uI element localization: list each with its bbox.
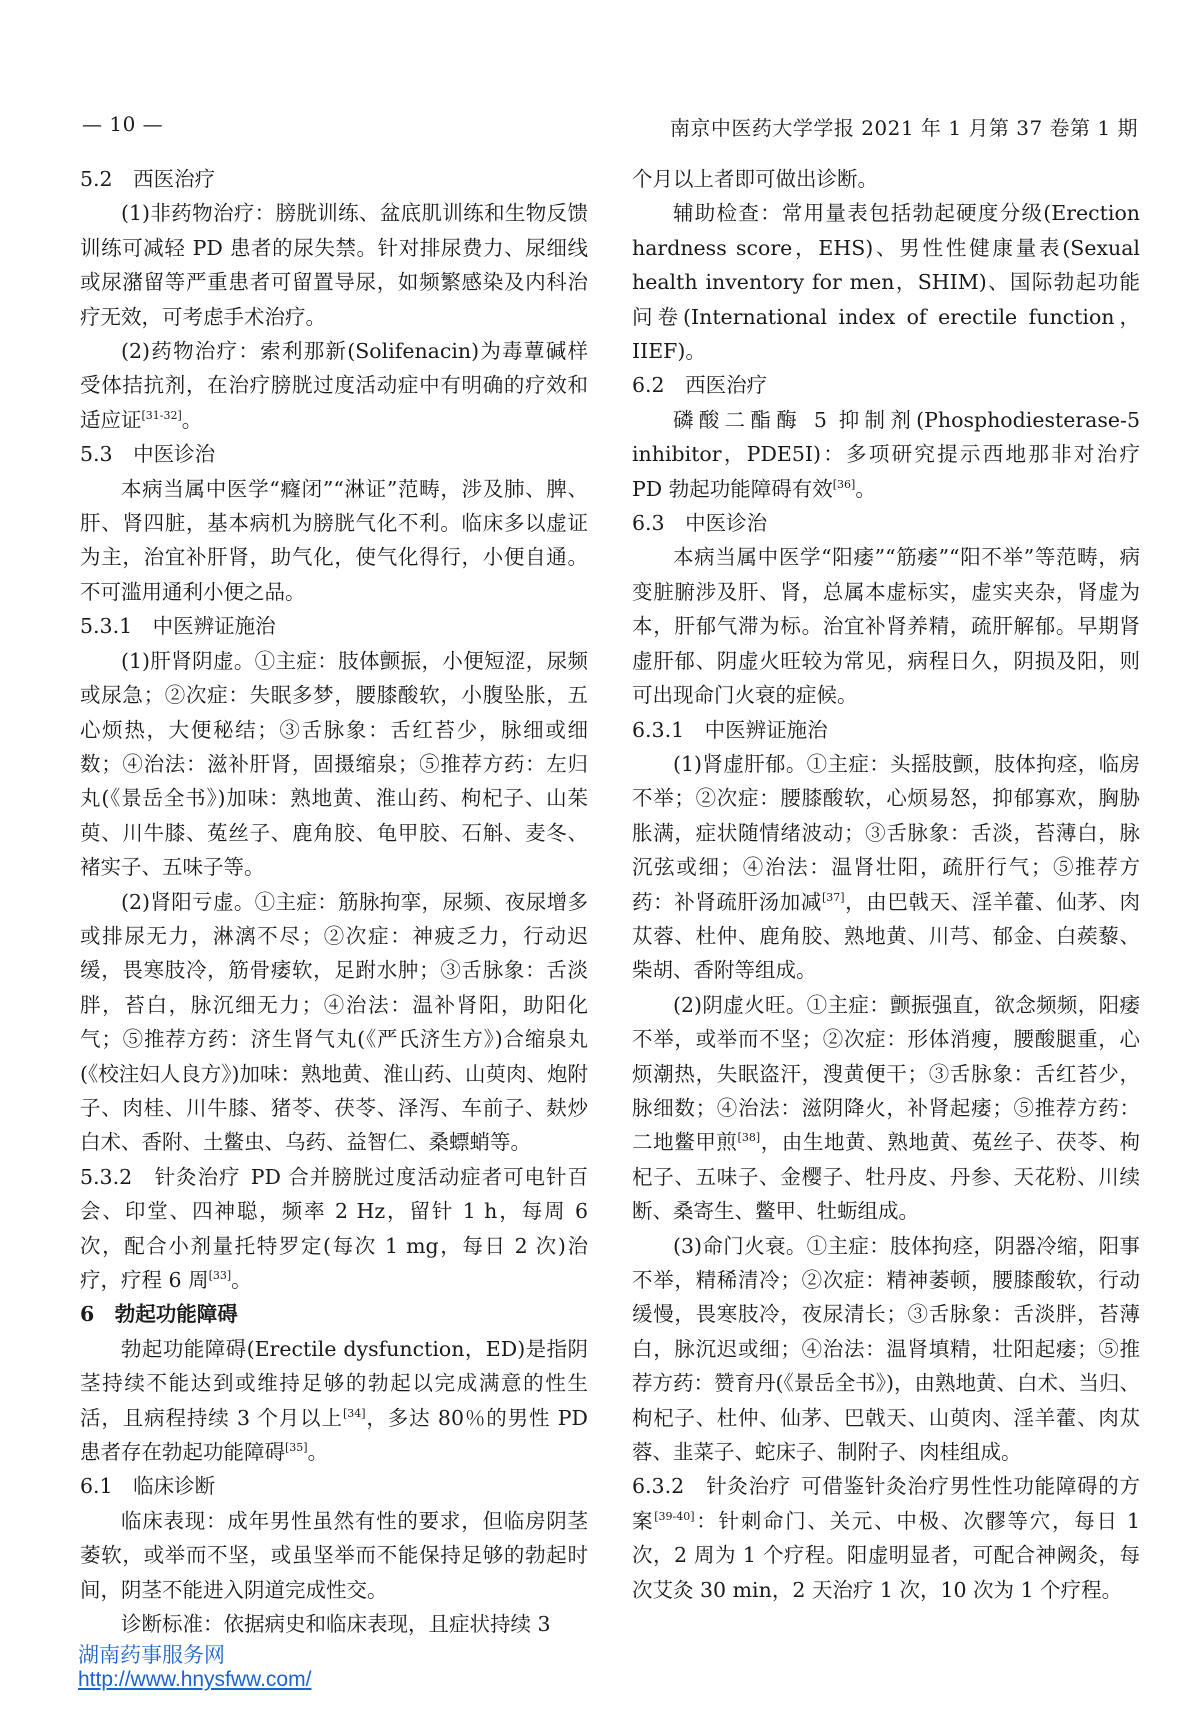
paragraph	[632, 988, 1140, 1229]
paragraph-text: (2)药物治疗：索利那新(Solifenacin)为毒蕈碱样受体拮抗剂，在治疗膀胱过度活动症中有明确的疗效和适应证	[80, 339, 588, 432]
section-heading: 个月以上者即可做出诊断。	[632, 167, 878, 191]
paragraph	[80, 196, 588, 334]
subsection-heading: 6.3.2 针灸治疗	[632, 1474, 791, 1499]
citation-ref: [39-40]	[654, 1510, 695, 1524]
journal-title: 南京中医药大学学报 2021 年 1 月第 37 卷第 1 期	[669, 116, 1138, 140]
right-column	[632, 162, 1140, 1607]
paragraph-text: 。	[181, 407, 203, 432]
paragraph-text: 磷酸二酯酶 5 抑制剂(Phosphodiesterase-5 inhibitor，PDE5I)：多项研究提示西地那非对治疗 PD 勃起功能障碍有效	[632, 407, 1140, 501]
paragraph-text: (1)肾虚肝郁。①主症：头摇肢颤，肢体拘痉，临房不举；②次症：腰膝酸软，心烦易怒，抑郁寡欢，胸胁胀满，症状随情绪波动；③舌脉象：舌淡，苔薄白，脉沉弦或细；④治法：温肾壮阳，疏肝行气；⑤推荐方药：补肾疏肝汤加减	[632, 751, 1140, 914]
paragraph-text: 。	[231, 1268, 252, 1292]
page-number: — 10 —	[82, 112, 164, 136]
paragraph-text: 辅助检查：常用量表包括勃起硬度分级(Erection hardness score，EHS)、男性性健康量表(Sexual health inventory for men，SHIM)、国际勃起功能问卷(International index of erectile function，IIEF)。	[632, 201, 1140, 364]
citation-ref: [36]	[832, 477, 856, 491]
citation-ref: [33]	[208, 1269, 232, 1283]
paragraph-text: ，由生地黄、熟地黄、菟丝子、茯苓、枸杞子、五味子、金樱子、牡丹皮、丹参、天花粉、川续断、桑寄生、鳖甲、牡蛎组成。	[632, 1130, 1141, 1224]
paragraph-text: ，由巴戟天、淫羊藿、仙茅、肉苁蓉、杜仲、鹿角胶、熟地黄、川芎、郁金、白蒺藜、柴胡、香附等组成。	[632, 889, 1141, 983]
paragraph-text: 本病当属中医学“癃闭”“淋证”范畴，涉及肺、脾、肝、肾四脏，基本病机为膀胱气化不利。临床多以虚证为主，治宜补肝肾，助气化，使气化得行，小便自通。不可滥用通利小便之品。	[80, 476, 588, 604]
paragraph	[632, 1229, 1140, 1470]
section-heading: 6.3 中医诊治	[632, 511, 768, 536]
paragraph	[632, 196, 1140, 368]
paragraph-text: 临床表现：成年男性虽然有性的要求，但临房阴茎萎软，或举而不坚，或虽坚举而不能保持足够的勃起时间，阴茎不能进入阴道完成性交。	[80, 1508, 588, 1602]
section-heading: 6.2 西医治疗	[632, 373, 768, 398]
paragraph	[80, 334, 588, 437]
paragraph	[80, 1160, 588, 1298]
paragraph-text: 。	[307, 1440, 329, 1465]
citation-ref: [31-32]	[141, 409, 182, 423]
paragraph-text: PD 合并膀胱过度活动症者可电针百会、印堂、四神聪，频率 2 Hz，留针 1 h，每周 6 次，配合小剂量托特罗定(每次 1 mg，每日 2 次)治疗，疗程 6 周	[80, 1164, 588, 1292]
section-heading: 6.1 临床诊断	[80, 1474, 216, 1499]
paragraph-text: 可借鉴针灸治疗男性性功能障碍的方案	[632, 1474, 1140, 1533]
subsection-heading: 5.3.2 针灸治疗	[80, 1164, 241, 1189]
section-heading: 6 勃起功能障碍	[80, 1302, 238, 1327]
paragraph-text: (2)阴虚火旺。①主症：颤振强直，欲念频频，阳痿不举，或举而不坚；②次症：形体消瘦，腰酸腿重，心烦潮热，失眠盗汗，溲黄便干；③舌脉象：舌红苔少，脉细数；④治法：滋阴降火，补肾起痿；⑤推荐方药：二地鳖甲煎	[632, 992, 1140, 1155]
paragraph	[80, 472, 588, 610]
paragraph	[80, 644, 588, 885]
citation-ref: [35]	[285, 1441, 308, 1455]
paragraph	[632, 747, 1140, 988]
section-heading: 5.3 中医诊治	[80, 442, 216, 467]
citation-ref: [34]	[342, 1406, 366, 1420]
section-heading: 6.3.1 中医辨证施治	[632, 717, 828, 742]
citation-ref: [37]	[821, 890, 845, 904]
paragraph	[80, 1504, 588, 1607]
paragraph-text: ，多达 80％的男性 PD 患者存在勃起功能障碍	[80, 1405, 588, 1465]
site-name: 湖南药事服务网	[78, 1644, 225, 1667]
paragraph	[632, 540, 1140, 712]
paragraph-text: (1)非药物治疗：膀胱训练、盆底肌训练和生物反馈训练可减轻 PD 患者的尿失禁。针对排尿费力、尿细线或尿潴留等严重患者可留置导尿，如频繁感染及内科治疗无效，可考虑手术治疗。	[80, 201, 588, 329]
left-column	[80, 162, 588, 1641]
site-url-link[interactable]: http://www.hnysfww.com/	[78, 1668, 312, 1691]
paragraph	[632, 1469, 1140, 1607]
paragraph-text: (3)命门火衰。①主症：肢体拘痉，阴器冷缩，阳事不举，精稀清冷；②次症：精神萎顿，腰膝酸软，行动缓慢，畏寒肢冷，夜尿清长；③舌脉象：舌淡胖，苔薄白，脉沉迟或细；④治法：温肾填精，壮阳起痿；⑤推荐方药：赞育丹(《景岳全书》)，由熟地黄、白术、当归、枸杞子、杜仲、仙茅、巴戟天、山萸肉、淫羊藿、肉苁蓉、韭菜子、蛇床子、制附子、肉桂组成。	[632, 1233, 1140, 1465]
paragraph	[80, 1607, 588, 1641]
paragraph-text: ：针刺命门、关元、中极、次髎等穴，每日 1 次，2 周为 1 个疗程。阳虚明显者，可配合神阙灸，每次艾灸 30 min，2 天治疗 1 次，10 次为 1 个疗程。	[632, 1508, 1140, 1602]
citation-ref: [38]	[737, 1131, 761, 1145]
page-header	[82, 112, 1138, 146]
paragraph-text: (1)肝肾阴虚。①主症：肢体颤振，小便短涩，尿频或尿急；②次症：失眠多梦，腰膝酸软，小腹坠胀，五心烦热，大便秘结；③舌脉象：舌红苔少，脉细或细数；④治法：滋补肝肾，固摄缩泉；⑤推荐方药：左归丸(《景岳全书》)加味：熟地黄、淮山药、枸杞子、山茱萸、川牛膝、菟丝子、鹿角胶、龟甲胶、石斛、麦冬、褚实子、五味子等。	[80, 648, 588, 880]
section-heading: 5.2 西医治疗	[80, 167, 216, 191]
paragraph-text: 本病当属中医学“阳痿”“筋痿”“阳不举”等范畴，病变脏腑涉及肝、肾，总属本虚标实，虚实夹杂，肾虚为本，肝郁气滞为标。治宜补肾养精，疏肝解郁。早期肾虚肝郁、阴虚火旺较为常见，病程日久，阴损及阳，则可出现命门火衰的症候。	[632, 545, 1140, 708]
watermark-footer	[78, 1644, 311, 1692]
paragraph-text: (2)肾阳亏虚。①主症：筋脉拘挛，尿频、夜尿增多或排尿无力，淋漓不尽；②次症：神疲乏力，行动迟缓，畏寒肢冷，筋骨痿软，足跗水肿；③舌脉象：舌淡胖，苔白，脉沉细无力；④治法：温补肾阳，助阳化气；⑤推荐方药：济生肾气丸(《严氏济生方》)合缩泉丸(《校注妇人良方》)加味：熟地黄、淮山药、山萸肉、炮附子、肉桂、川牛膝、猪苓、茯苓、泽泻、车前子、麸炒白术、香附、土鳖虫、乌药、益智仁、桑螵蛸等。	[80, 889, 588, 1155]
paragraph	[632, 403, 1140, 506]
paragraph	[80, 885, 588, 1160]
paragraph-text: 诊断标准：依据病史和临床表现，且症状持续 3	[121, 1612, 551, 1637]
paragraph	[80, 1332, 588, 1470]
paragraph-text: 勃起功能障碍(Erectile dysfunction，ED)是指阴茎持续不能达到或维持足够的勃起以完成满意的性生活，且病程持续 3 个月以上	[80, 1336, 588, 1430]
section-heading: 5.3.1 中医辨证施治	[80, 614, 276, 639]
paragraph-text: 。	[855, 476, 876, 501]
